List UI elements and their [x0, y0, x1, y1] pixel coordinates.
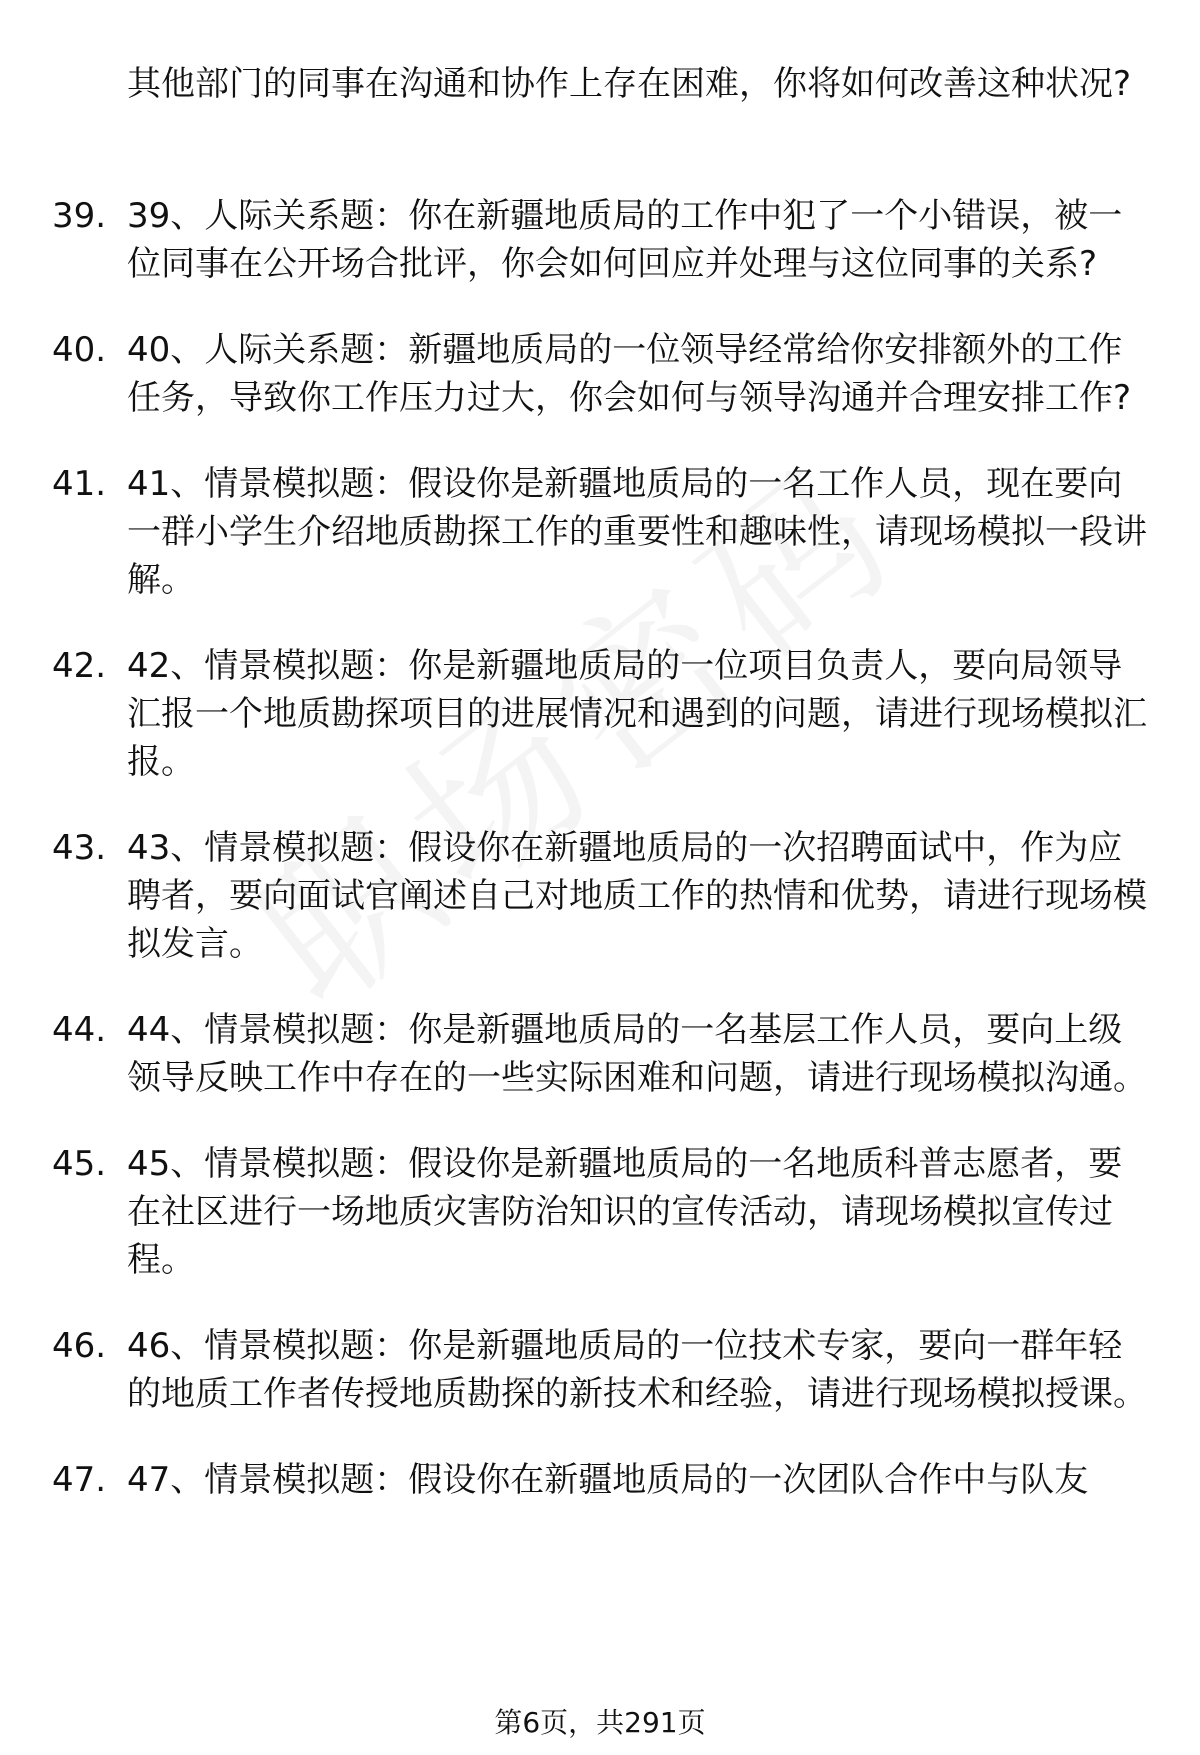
- question-number: 40.: [52, 330, 107, 370]
- question-number: 46.: [52, 1326, 107, 1366]
- question-text: 39、人际关系题：你在新疆地质局的工作中犯了一个小错误，被一位同事在公开场合批评，你会如何回应并处理与这位同事的关系?: [127, 196, 1123, 284]
- question-item-47: [0, 1456, 1200, 1504]
- question-item-39: [0, 192, 1200, 288]
- question-text: 42、情景模拟题：你是新疆地质局的一位项目负责人，要向局领导汇报一个地质勘探项目的进展情况和遇到的问题，请进行现场模拟汇报。: [127, 646, 1147, 782]
- continuation-text: 其他部门的同事在沟通和协作上存在困难，你将如何改善这种状况?: [127, 64, 1132, 104]
- question-number: 47.: [52, 1460, 107, 1500]
- question-text: 41、情景模拟题：假设你是新疆地质局的一名工作人员，现在要向一群小学生介绍地质勘探工作的重要性和趣味性，请现场模拟一段讲解。: [127, 464, 1147, 600]
- question-number: 41.: [52, 464, 107, 504]
- question-number: 42.: [52, 646, 107, 686]
- question-text: 45、情景模拟题：假设你是新疆地质局的一名地质科普志愿者，要在社区进行一场地质灾害防治知识的宣传活动，请现场模拟宣传过程。: [127, 1144, 1123, 1280]
- question-number: 39.: [52, 196, 107, 236]
- question-text: 43、情景模拟题：假设你在新疆地质局的一次招聘面试中，作为应聘者，要向面试官阐述自己对地质工作的热情和优势，请进行现场模拟发言。: [127, 828, 1147, 964]
- question-item-43: [0, 824, 1200, 968]
- question-text: 40、人际关系题：新疆地质局的一位领导经常给你安排额外的工作任务，导致你工作压力过大，你会如何与领导沟通并合理安排工作?: [127, 330, 1132, 418]
- question-item-42: [0, 642, 1200, 786]
- question-item-41: [0, 460, 1200, 604]
- question-item-40: [0, 326, 1200, 422]
- question-list: [0, 192, 1200, 1542]
- question-number: 45.: [52, 1144, 107, 1184]
- question-item-45: [0, 1140, 1200, 1284]
- question-text: 47、情景模拟题：假设你在新疆地质局的一次团队合作中与队友: [127, 1460, 1089, 1500]
- page-footer: 第6页，共291页: [494, 1706, 706, 1739]
- question-item-44: [0, 1006, 1200, 1102]
- question-item-46: [0, 1322, 1200, 1418]
- question-text: 46、情景模拟题：你是新疆地质局的一位技术专家，要向一群年轻的地质工作者传授地质勘探的新技术和经验，请进行现场模拟授课。: [127, 1326, 1147, 1414]
- question-text: 44、情景模拟题：你是新疆地质局的一名基层工作人员，要向上级领导反映工作中存在的一些实际困难和问题，请进行现场模拟沟通。: [127, 1010, 1147, 1098]
- question-number: 44.: [52, 1010, 107, 1050]
- question-number: 43.: [52, 828, 107, 868]
